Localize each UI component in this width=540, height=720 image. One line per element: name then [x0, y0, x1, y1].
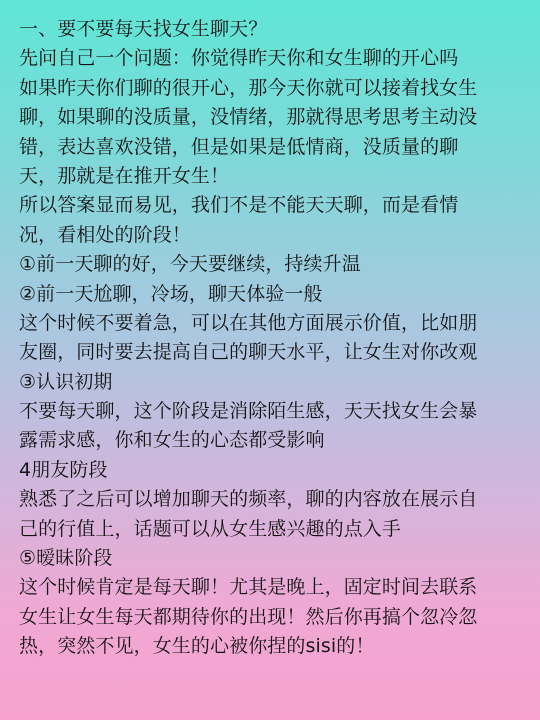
text-line: 热，突然不见，女生的心被你捏的sisi的！ — [19, 635, 375, 658]
text-line: 己的行值上，话题可以从女生感兴趣的点入手 — [19, 517, 402, 540]
heading-question: 一、要不要每天找女生聊天？ — [19, 18, 268, 40]
stage-5-heading: ⑤暧昧阶段 — [19, 547, 113, 570]
text-line: 不要每天聊，这个阶段是消除陌生感，天天找女生会暴 — [19, 400, 478, 423]
text-line: 所以答案显而易见，我们不是不能天天聊，而是看情 — [19, 194, 459, 217]
stage-2-heading: ②前一天尬聊，冷场，聊天体验一般 — [19, 282, 323, 305]
text-line: 露需求感，你和女生的心态都受影响 — [19, 429, 325, 452]
stage-4-heading: 4朋友防段 — [19, 458, 108, 481]
text-line: 天，那就是在推开女生！ — [19, 164, 230, 187]
text-line: 先问自己一个问题：你觉得昨天你和女生聊的开心吗 — [19, 47, 459, 70]
text-line: 况，看相处的阶段！ — [19, 223, 191, 246]
text-line: 如果昨天你们聊的很开心，那今天你就可以接着找女生 — [19, 76, 478, 99]
text-line: 聊，如果聊的没质量，没情绪，那就得思考思考主动没 — [19, 106, 478, 129]
text-line: 女生让女生每天都期待你的出现！然后你再搞个忽冷忽 — [19, 605, 478, 628]
text-line: 错，表达喜欢没错，但是如果是低情商，没质量的聊 — [19, 135, 459, 158]
text-line: 友圈，同时要去提高自己的聊天水平，让女生对你改观 — [19, 341, 478, 364]
stage-1-heading: ①前一天聊的好，今天要继续，持续升温 — [19, 253, 361, 276]
stage-3-heading: ③认识初期 — [19, 370, 113, 393]
text-line: 熟悉了之后可以增加聊天的频率，聊的内容放在展示自 — [19, 488, 478, 511]
text-line: 这个时候肯定是每天聊！尤其是晚上，固定时间去联系 — [19, 576, 478, 599]
text-line: 这个时候不要着急，可以在其他方面展示价值，比如朋 — [19, 311, 478, 334]
